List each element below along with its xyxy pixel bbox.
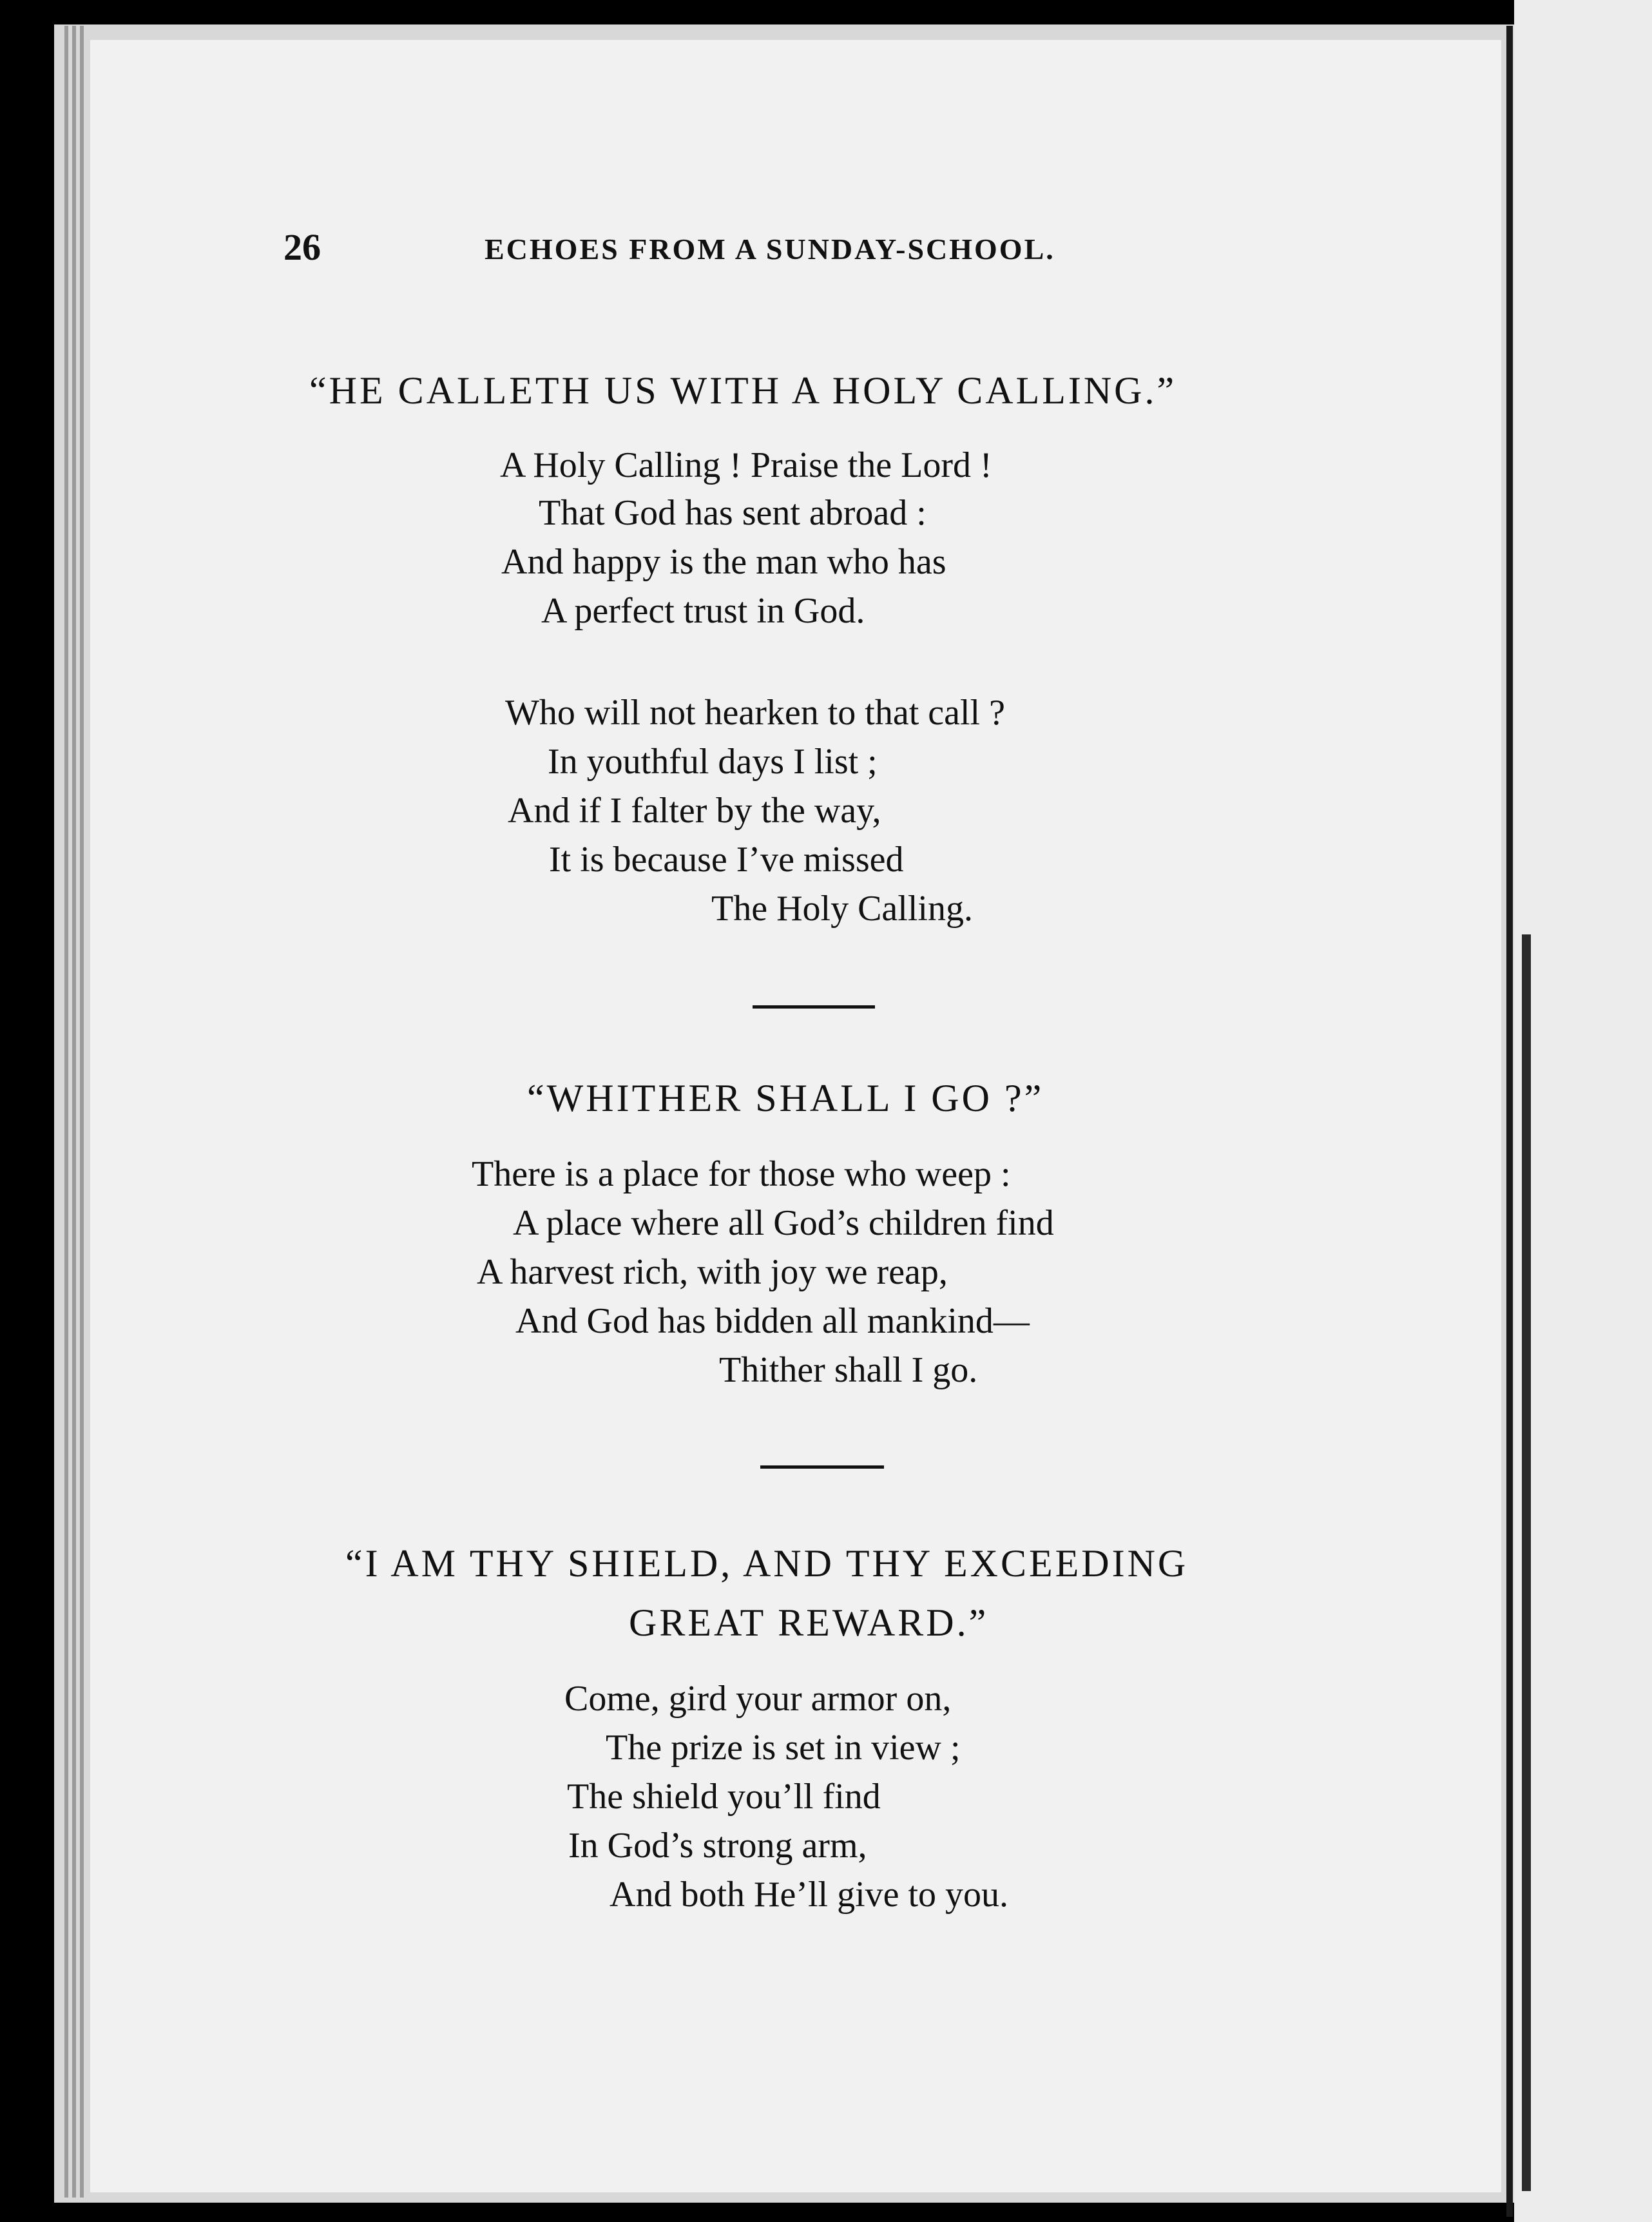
poem-line: Who will not hearken to that call ?	[505, 693, 1005, 733]
facing-page-edge	[1514, 0, 1652, 2222]
poem-line: That God has sent abroad :	[539, 493, 927, 533]
page-edge	[72, 26, 76, 2198]
poem-title: “I AM THY SHIELD, AND THY EXCEEDING	[345, 1542, 1189, 1585]
poem-line: A Holy Calling ! Praise the Lord !	[500, 445, 992, 485]
page-edge	[80, 26, 84, 2198]
poem-line: It is because I’ve missed	[549, 840, 904, 880]
section-divider	[760, 1465, 884, 1469]
poem-line: And if I falter by the way,	[508, 791, 881, 831]
gutter-shadow	[1506, 26, 1513, 2217]
poem-line: In God’s strong arm,	[568, 1826, 867, 1866]
page-number: 26	[283, 226, 321, 268]
poem-line: And God has bidden all mankind—	[515, 1301, 1030, 1341]
poem-line: And both He’ll give to you.	[610, 1875, 1009, 1915]
poem-line: And happy is the man who has	[501, 542, 946, 582]
poem-line: The Holy Calling.	[711, 889, 973, 929]
poem-line: The prize is set in view ;	[606, 1728, 961, 1768]
poem-title: GREAT REWARD.”	[629, 1601, 989, 1644]
page-edge	[64, 26, 68, 2198]
poem-line: A place where all God’s children find	[513, 1203, 1054, 1243]
poem-line: The shield you’ll find	[567, 1777, 881, 1817]
poem-line: A perfect trust in God.	[541, 591, 865, 631]
poem-line: Come, gird your armor on,	[564, 1679, 952, 1719]
poem-title: “WHITHER SHALL I GO ?”	[527, 1077, 1044, 1119]
running-head: ECHOES FROM A SUNDAY-SCHOOL.	[485, 233, 1055, 266]
gutter-shadow	[1522, 934, 1531, 2191]
poem-line: There is a place for those who weep :	[472, 1154, 1011, 1194]
poem-line: In youthful days I list ;	[548, 742, 878, 782]
section-divider	[753, 1005, 875, 1009]
poem-line: A harvest rich, with joy we reap,	[477, 1252, 948, 1292]
poem-title: “HE CALLETH US WITH A HOLY CALLING.”	[309, 369, 1177, 412]
page-header	[283, 226, 1134, 277]
poem-line: Thither shall I go.	[719, 1350, 978, 1390]
